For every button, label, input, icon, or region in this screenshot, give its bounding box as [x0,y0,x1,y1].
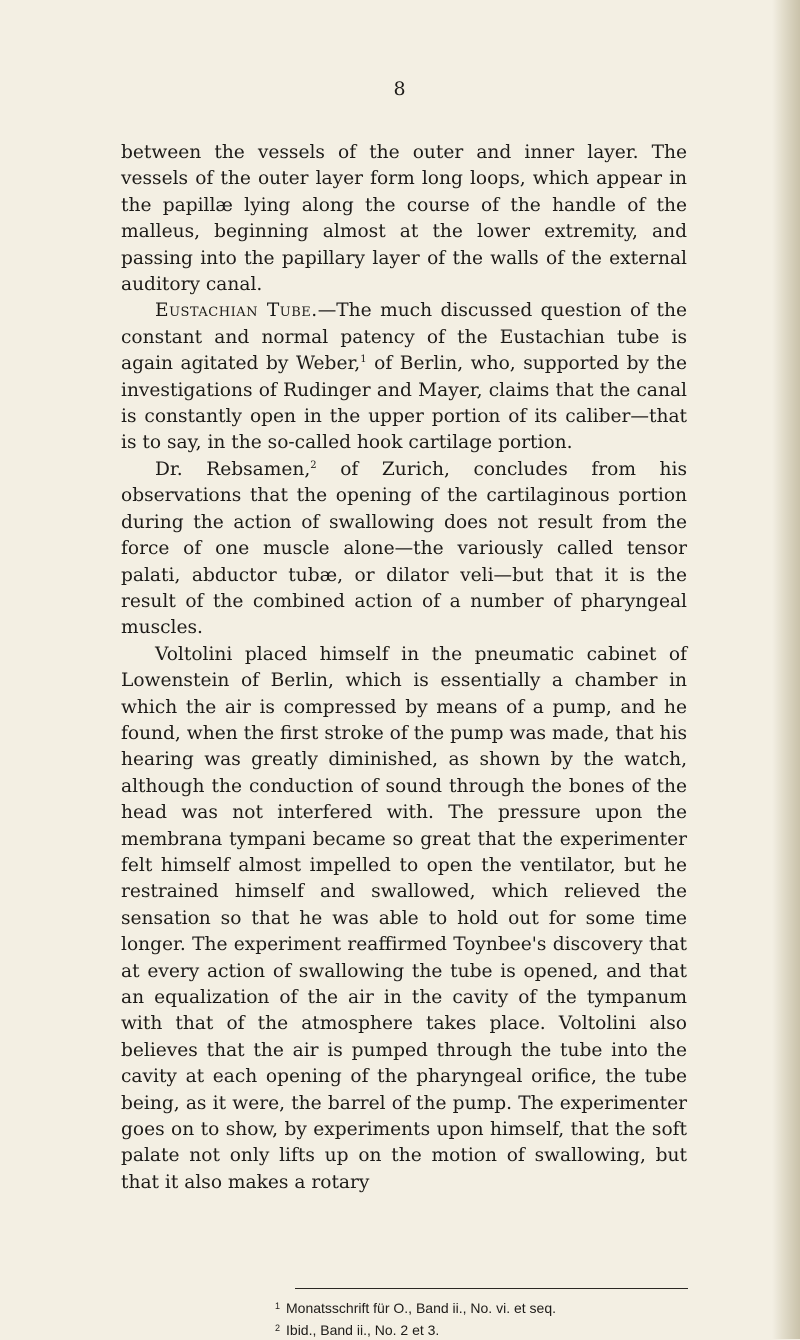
footnote-1-text: Monatsschrift für O., Band ii., No. vi. et seq. [286,1300,557,1316]
footnotes [275,1296,695,1340]
paragraph-3 [121,457,687,642]
paragraph-2-text-b: of Berlin, who, supported by the investigations of Rudinger and Mayer, claims that the canal is constantly open in the upper portion of its caliber—that is to say, in the so-called hook cartilage portion. [121,353,687,454]
paragraph-4: Voltolini placed himself in the pneumatic cabinet of Lowenstein of Berlin, which is essentially a chamber in which the air is compressed by means of a pump, and he found, when the first stroke of the pump was made, that his hearing was greatly diminished, as shown by the watch, although the conduction of sound through the bones of the head was not interfered with. The pressure upon the membrana tympani became so great that the experimenter felt himself almost impelled to open the ventilator, but he restrained himself and swallowed, which relieved the sensation so that he was able to hold out for some time longer. The experiment reaffirmed Toynbee's discovery that at every action of swallowing the tube is opened, and that an equalization of the air in the cavity of the tympanum with that of the atmosphere takes place. Voltolini also believes that the air is pumped through the tube into the cavity at each opening of the pharyngeal orifice, the tube being, as it were, the barrel of the pump. The experimenter goes on to show, by experiments upon himself, that the soft palate not only lifts up on the motion of swallowing, but that it also makes a rotary [121,643,687,1193]
footnote-divider [295,1288,688,1289]
body-text [121,140,687,1196]
paragraph-2 [121,298,687,456]
paragraph-3-text-b: of Zurich, concludes from his observations that the opening of the cartilaginous portion during the action of swallowing does not result from the force of one muscle alone—the variously called tensor palati, abductor tubæ, or dilator veli—but that it is the result of the combined action of a number of pharyngeal muscles. [121,458,687,639]
footnote-1 [275,1296,695,1318]
footnote-1-mark: 1 [275,1301,281,1311]
section-heading-eustachian-tube: Eustachian Tube. [155,300,318,322]
footnote-2-mark: 2 [275,1323,281,1333]
paragraph-1: between the vessels of the outer and inner layer. The vessels of the outer layer form long loops, which appear in the papillæ lying along the course of the handle of the malleus, beginning almost at the lower extremity, and passing into the papillary layer of the walls of the external auditory canal. [121,142,687,296]
page-number: 8 [393,78,407,100]
paragraph-3-text-a: Dr. Rebsamen, [155,458,311,480]
footnote-2-text: Ibid., Band ii., No. 2 et 3. [286,1322,440,1338]
paragraph-2-text-a: —The much discussed question of the constant and normal patency of the Eustachian tube is again agitated by Weber, [121,300,687,375]
footnote-2 [275,1318,695,1340]
footnote-ref-2: 2 [310,459,317,471]
page-edge-shadow [772,0,800,1339]
footnote-ref-1: 1 [360,354,367,366]
